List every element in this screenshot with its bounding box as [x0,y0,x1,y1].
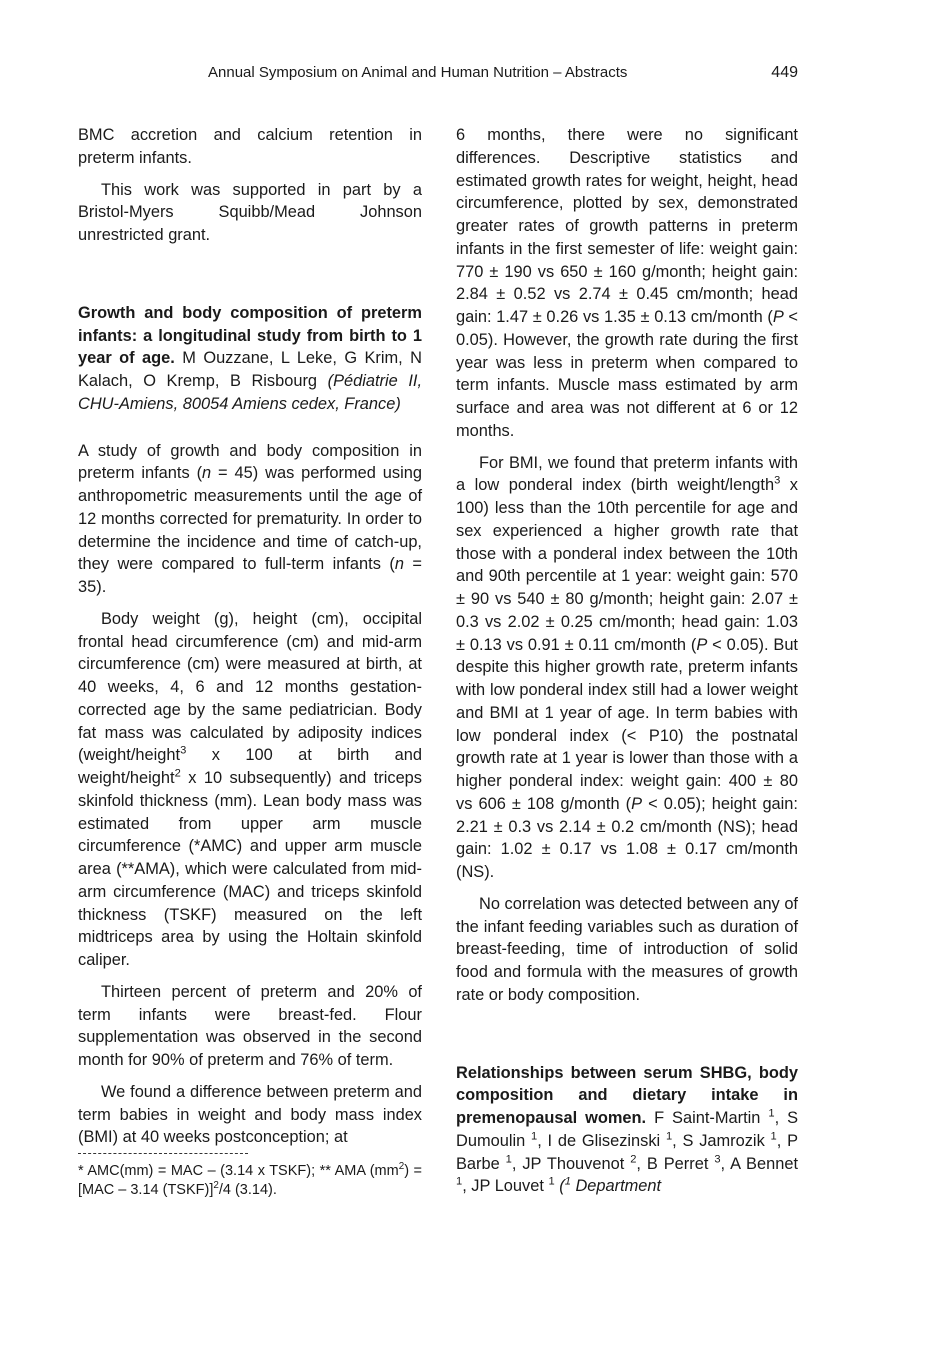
footnote-divider [78,1153,248,1154]
paragraph: BMC accretion and calcium retention in preterm infants. [78,126,422,167]
paragraph: For BMI, we found that preterm infants with a low ponderal index (birth weight/length$^3$ x 100) less than the 10th percentile for age and sex experienced a higher growth rate that those with a ponderal index between the 10th and 90th percentile at 1 year: weight gain: 570 ± 90 vs 540 ± 80 g/month; height gain: 2.07 ± 0.3 vs 2.02 ± 0.25 cm/month; head gain: 1.03 ± 0.13 vs 0.91 ± 0.11 cm/month (P < 0.05). But despite this higher growth rate, preterm infants with low ponderal index still had a lower weight and BMI at 1 year of age. In term babies with low ponderal index (< P10) the postnatal growth rate at 1 year is lower than those with a higher ponderal index: weight gain: 400 ± 80 vs 606 ± 108 g/month (P < 0.05); height gain: 2.21 ± 0.3 vs 2.14 ± 0.2 cm/month (NS); head gain: 1.02 ± 0.17 vs 1.08 ± 0.17 cm/month (NS). [456,453,798,881]
left-column [78,124,422,1200]
funding-paragraph: This work was supported in part by a Bristol-Myers Squibb/Mead Johnson unrestricted grant. [78,180,422,244]
page-header [78,64,798,86]
paragraph: No correlation was detected between any of the infant feeding variables such as duration of breast-feeding, time of introduction of solid food and formula with the measures of growth rate or body composition. [456,894,798,1004]
abstract-title: Growth and body composition of preterm infants: a longitudinal study from birth to 1 year of age. [78,303,422,368]
paragraph: Thirteen percent of preterm and 20% of term infants were breast-fed. Flour supplementation was observed in the second month for 90% of preterm and 76% of term. [78,982,422,1069]
paragraph: 6 months, there were no significant differences. Descriptive statistics and estimated growth rates for weight, height, head circumference, plotted by sex, demonstrated greater rates of growth patterns in preterm infants in the first semester of life: weight gain: 770 ± 190 vs 650 ± 160 g/month; height gain: 2.84 ± 0.52 vs 2.74 ± 0.45 cm/month; head gain: 1.47 ± 0.26 vs 1.35 ± 0.13 cm/month (P < 0.05). However, the growth rate during the first year was less in preterm when compared to term infants. Muscle mass estimated by arm surface and area was not different at 6 or 12 months. [456,126,798,440]
abstract-heading [78,302,422,416]
paragraph: Body weight (g), height (cm), occipital frontal head circumference (cm) and mid-arm circumference (cm) were measured at birth, at 40 weeks, 4, 6 and 12 months gestation-corrected age by the same pediatrician. Body fat mass was calculated by adiposity indices (weight/height$^3$ x 100 at birth and weight/height$^2$ x 10 subsequently) and triceps skinfold thickness (mm). Lean body mass was estimated from upper arm muscle circumference (*AMC) and upper arm muscle area (**AMA), which were calculated from mid-arm circumference (MAC) and triceps skinfold thickness (TSKF) measured on the left midtriceps area by using the Holtain skinfold caliper. [78,609,422,969]
abstract-heading: Relationships between serum SHBG, body composition and dietary intake in premenopausal women. F Saint-Martin $^1$, S Dumoulin $^1$, I de Glisezinski $^1$, S Jamrozik $^1$, P Barbe $^1$, JP Thouvenot $^2$, B Perret $^3$, A Bennet $^1$, JP Louvet $^1$ ($^1$ Department [456,1063,799,1196]
paragraph: A study of growth and body composition in preterm infants (n = 45) was performed using anthropometric measurements until the age of 12 months corrected for prematurity. In order to determine the incidence and time of catch-up, they were compared to full-term infants (n = 35). [78,441,422,596]
page-number: 449 [771,64,798,81]
abstract-authors: M Ouzzane, L Leke, G Krim, N Kalach, O Kremp, B Risbourg [78,349,422,390]
running-title: Annual Symposium on Animal and Human Nutrition – Abstracts [208,64,628,81]
paragraph: We found a difference between preterm and term babies in weight and body mass index (BMI) at 40 weeks postconception; at [78,1082,422,1147]
right-column [456,124,798,1198]
abstract-title: Relationships between serum SHBG, body composition and dietary intake in premenopausal women. [456,1063,798,1127]
abstract-affiliation: (Pédiatrie II, CHU-Amiens, 80054 Amiens cedex, France) [78,372,422,413]
footnote: * AMC(mm) = MAC – (3.14 x TSKF); ** AMA $(mm^2) = [MAC - 3.14$ (TSKF)]$^2$/4 (3.14). [78,1161,423,1199]
